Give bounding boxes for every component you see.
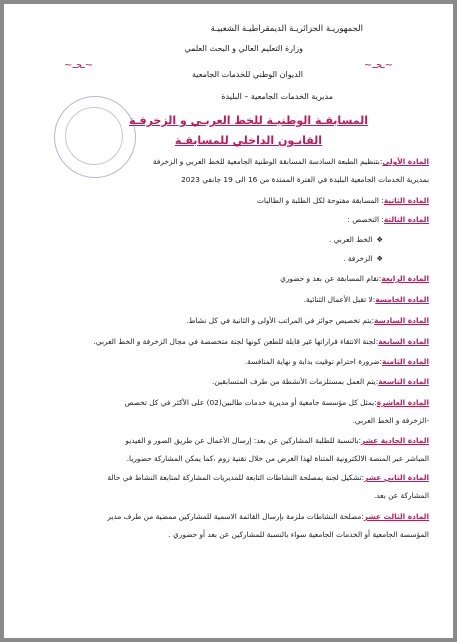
article-label: المادة الثالثة xyxy=(383,215,429,224)
handwritten-mark-right: ~ـحـ~ xyxy=(363,60,393,71)
article-text: :بتنظيم الطبعة السادسة المسابقة الوطنية الجامعية للخط العربي و الزخرفة xyxy=(152,157,383,166)
article-text: المشاركة عن بعد. xyxy=(373,491,429,500)
article-text: : التخصص : xyxy=(347,215,384,224)
article-text: :تقام المسابقة عن بعد و حضوري xyxy=(280,274,382,283)
article-label: المادة الثانية xyxy=(383,196,429,205)
article-label: المادة الثامنة xyxy=(382,357,429,366)
article-text: :يتم تخصيص جوائز في المراتب الأولى و الثانية في كل نشاط. xyxy=(186,316,375,325)
article-label: المادة الثالث عشر xyxy=(363,512,429,521)
article-line xyxy=(28,356,429,368)
article-label: المادة السادسة xyxy=(374,316,429,325)
header-republic: الجمهوريـة الجزائريـة الديمقراطيـة الشعبيـة xyxy=(210,24,363,34)
article-line xyxy=(28,415,429,427)
article-label: المادة السابعة xyxy=(378,337,429,346)
article-line xyxy=(28,435,429,447)
article-line xyxy=(28,273,429,285)
article-label: المادة الأولى xyxy=(382,157,429,166)
document-subtitle: القانـون الداخلي للمسابقـة xyxy=(174,134,323,147)
header-ministry: وزارة التعليم العالي و البحث العلمي xyxy=(184,44,303,53)
article-text: :تشكيل لجنة بمصلحة النشاطات التابعة للمديريات المشاركة لمتابعة النشاط في حالة xyxy=(107,473,365,482)
article-line xyxy=(28,453,429,465)
article-line xyxy=(28,174,429,186)
article-text: :بالنسبة للطلبة المشاركين عن بعد: إرسال الأعمال عن طريق الصور و الفيديو xyxy=(125,436,362,445)
article-line xyxy=(28,315,429,327)
article-line xyxy=(28,511,429,523)
article-label: المادة التاسعة xyxy=(378,377,429,386)
article-text: :يتم العمل بمستلزمات الأنشطة من طرف المتسابقين. xyxy=(212,377,379,386)
article-label: المادة الحادية عشر xyxy=(361,436,429,445)
header-directorate: مديرية الخدمات الجامعية – البليدة xyxy=(221,92,333,101)
article-text: :يمثل كل مؤسسة جامعية أو مديرية خدمات طالبين(02) على الأكثر في كل تخصص xyxy=(124,398,377,407)
article-text: -الزخرفة و الخط العربي. xyxy=(352,416,429,425)
article-text: المباشر عبر المنصة الالكترونية المتناة لهذا الغرض من خلال تقنية زوم ،كما يمكن المشاركة حضوريا. xyxy=(126,454,429,463)
article-line xyxy=(28,529,429,541)
article-label: المادة الرابعة xyxy=(381,274,429,283)
article-line xyxy=(28,234,383,246)
article-line xyxy=(28,156,429,168)
article-line xyxy=(28,214,429,226)
article-text: :مصلحة النشاطات ملزمة بإرسال القائمة الاسمية للمشاركين ممضية من طرف مدير xyxy=(107,512,364,521)
article-line xyxy=(28,490,429,502)
article-text: : المسابقة مفتوحة لكل الطلبة و الطالبات xyxy=(256,196,384,205)
article-text: الخط العربي . xyxy=(329,235,373,244)
article-line xyxy=(28,397,429,409)
article-label: المادة الخامسة xyxy=(375,295,429,304)
article-text: المؤسسة الجامعية أو الخدمات الجامعية سواء بالنسبة للمشاركين عن بعد أو حضوري . xyxy=(168,530,429,539)
header-office: الديوان الوطني للخدمات الجامعية xyxy=(192,70,303,79)
article-label: المادة الثاني عشر xyxy=(364,473,429,482)
article-line xyxy=(28,472,429,484)
article-text: بمديرية الخدمات الجامعية البليدة في الفترة الممتدة من 16 الى 19 جانفي 2023 xyxy=(181,175,429,184)
article-line xyxy=(28,195,429,207)
article-line xyxy=(28,253,383,265)
article-line xyxy=(28,376,429,388)
handwritten-mark-left: ~ـحـ~ xyxy=(64,60,94,71)
document-page xyxy=(4,4,453,638)
article-text: :ضرورة احترام توقيت بداية و نهاية المنافسة. xyxy=(244,357,383,366)
article-text: :لجنة الانتقاء قراراتها غير قابلة للطعن كونها لجنة متخصصة في مجال الزخرفة و الخط العربي. xyxy=(93,337,379,346)
article-text: الزخرفة . xyxy=(343,254,373,263)
article-line xyxy=(28,336,429,348)
bullet-icon: ❖ xyxy=(376,235,383,244)
bullet-icon: ❖ xyxy=(376,254,383,263)
document-title: المسابقـة الوطنيـة للخط العربـي و الزخرفـة xyxy=(128,114,369,127)
article-text: :لا تقبل الأعمال الثنائية. xyxy=(303,295,376,304)
article-line xyxy=(28,294,429,306)
article-label: المادة العاشرة xyxy=(376,398,429,407)
